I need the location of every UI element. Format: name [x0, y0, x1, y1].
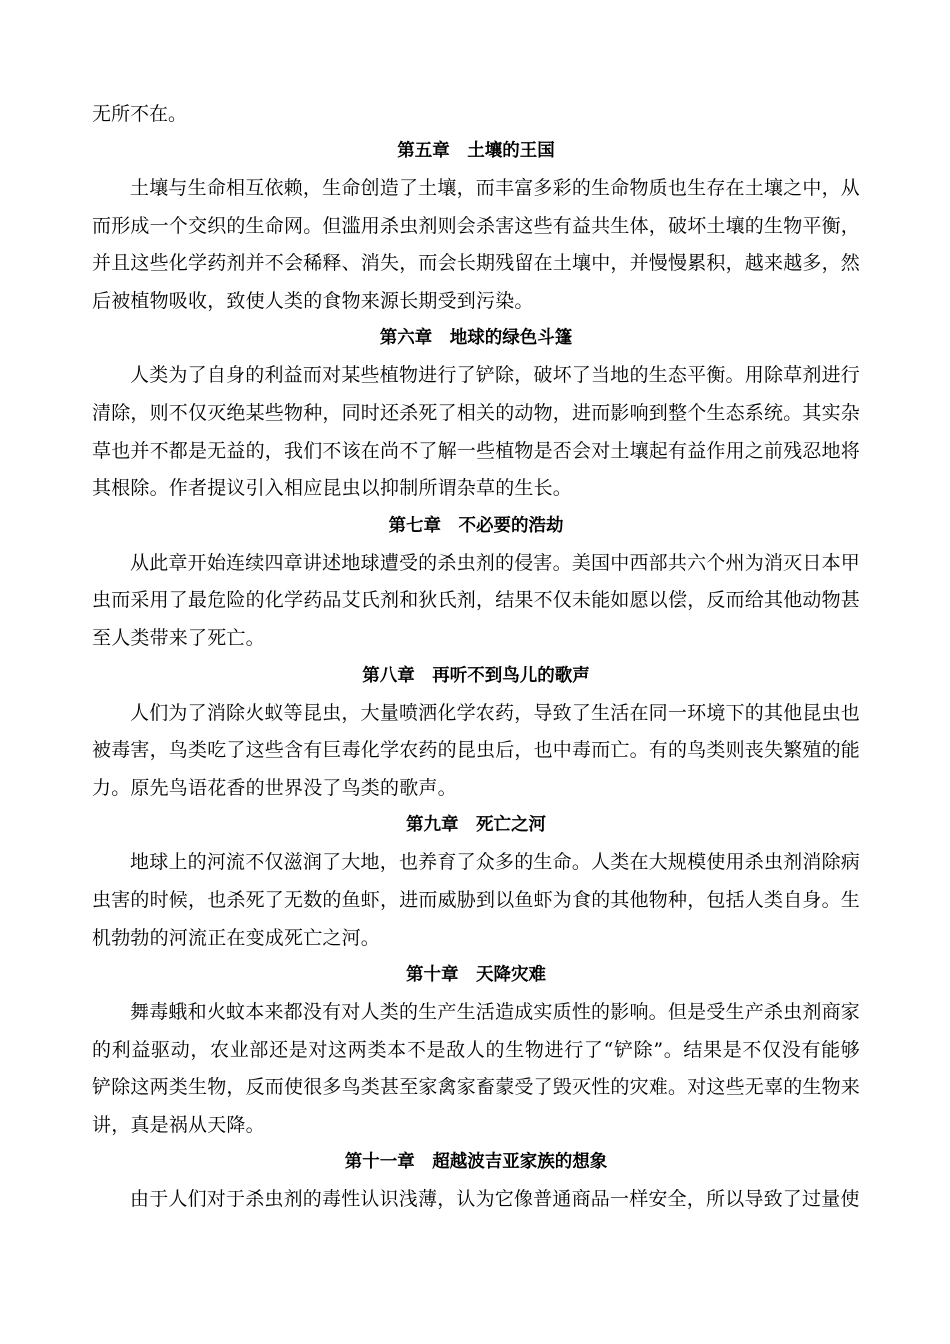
chapter-6: [92, 320, 860, 507]
chapter-title: 第六章 地球的绿色斗篷: [379, 328, 573, 349]
chapter-paragraph: 地球上的河流不仅滋润了大地，也养育了众多的生命。人类在大规模使用杀虫剂消除病虫害的时候，也杀死了无数的鱼虾，进而威胁到以鱼虾为食的其他物种，包括人类自身。生机勃勃的河流正在变成死亡之河。: [92, 851, 861, 949]
chapter-11: [92, 1144, 860, 1219]
chapter-title: 第十章 天降灾难: [406, 965, 546, 986]
chapter-7: [92, 508, 860, 658]
chapter-paragraph: 舞毒蛾和火蚊本来都没有对人类的生产生活造成实质性的影响。但是受生产杀虫剂商家的利益驱动，农业部还是对这两类本不是敌人的生物进行了“铲除”。结果是不仅没有能够铲除这两类生物，反而使很多鸟类甚至家禽家畜蒙受了毁灭性的灾难。对这些无辜的生物来讲，真是祸从天降。: [92, 1001, 861, 1136]
chapter-title: 第八章 再听不到鸟儿的歌声: [362, 665, 590, 686]
chapter-10: [92, 957, 860, 1144]
chapter-8: [92, 658, 860, 808]
chapter-paragraph: 人们为了消除火蚁等昆虫，大量喷洒化学农药，导致了生活在同一环境下的其他昆虫也被毒害，鸟类吃了这些含有巨毒化学农药的昆虫后，也中毒而亡。有的鸟类则丧失繁殖的能力。原先鸟语花香的世界没了鸟类的歌声。: [92, 701, 861, 799]
chapter-5: [92, 133, 860, 320]
chapter-title: 第七章 不必要的浩劫: [388, 515, 564, 536]
chapter-paragraph: 从此章开始连续四章讲述地球遭受的杀虫剂的侵害。美国中西部共六个州为消灭日本甲虫而采用了最危险的化学药品艾氏剂和狄氏剂，结果不仅未能如愿以偿，反而给其他动物甚至人类带来了死亡。: [92, 551, 861, 649]
chapter-paragraph: 人类为了自身的利益而对某些植物进行了铲除，破坏了当地的生态平衡。用除草剂进行清除，则不仅灭绝某些物种，同时还杀死了相关的动物，进而影响到整个生态系统。其实杂草也并不都是无益的，我们不该在尚不了解一些植物是否会对土壤起有益作用之前残忍地将其根除。作者提议引入相应昆虫以抑制所谓杂草的生长。: [92, 364, 861, 500]
chapter-title: 第九章 死亡之河: [406, 815, 546, 836]
chapter-title: 第十一章 超越波吉亚家族的想象: [344, 1152, 608, 1173]
document-page: [92, 96, 860, 1219]
chapter-paragraph: 由于人们对于杀虫剂的毒性认识浅薄，认为它像普通商品一样安全，所以导致了过量使: [130, 1188, 860, 1211]
chapter-9: [92, 807, 860, 957]
chapter-paragraph: 土壤与生命相互依赖，生命创造了土壤，而丰富多彩的生命物质也生存在土壤之中，从而形成一个交织的生命网。但滥用杀虫剂则会杀害这些有益共生体，破坏土壤的生物平衡，并且这些化学药剂并不会稀释、消失，而会长期残留在土壤中，并慢慢累积，越来越多，然后被植物吸收，致使人类的食物来源长期受到污染。: [92, 177, 861, 312]
chapter-title: 第五章 土壤的王国: [397, 141, 555, 161]
continuation-line: 无所不在。: [92, 103, 188, 125]
